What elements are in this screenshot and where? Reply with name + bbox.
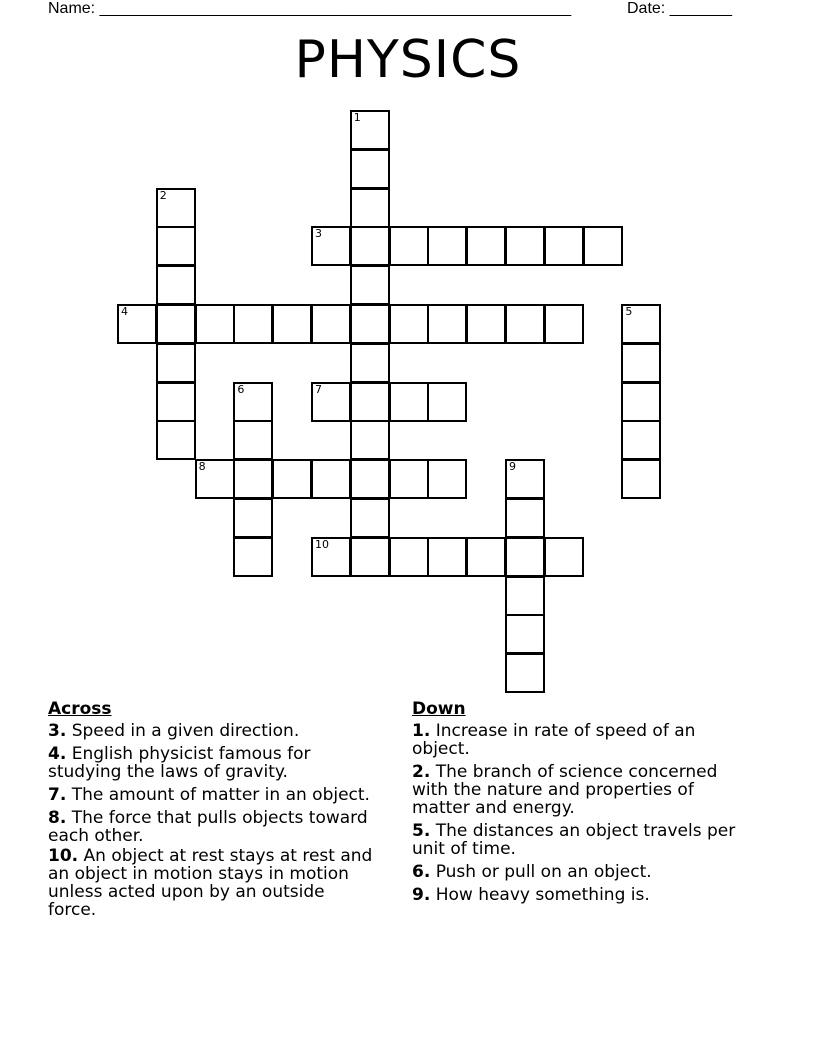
grid-cell[interactable] <box>233 382 273 422</box>
grid-cell[interactable] <box>311 304 351 344</box>
across-clue-list <box>48 722 378 919</box>
grid-cell[interactable] <box>350 149 390 189</box>
clue-down-1 <box>412 722 752 758</box>
grid-cell[interactable] <box>505 576 545 616</box>
grid-cell[interactable] <box>389 459 429 499</box>
clue-down-9 <box>412 886 752 904</box>
grid-cell[interactable] <box>117 304 157 344</box>
clue-number: 2. <box>412 762 431 782</box>
grid-cell[interactable] <box>195 304 235 344</box>
grid-cell[interactable] <box>544 537 584 577</box>
grid-cell[interactable] <box>350 226 390 266</box>
clue-number: 1. <box>412 721 431 741</box>
clue-across-10 <box>48 847 378 919</box>
clue-number: 3. <box>48 721 67 741</box>
grid-cell[interactable] <box>156 188 196 228</box>
grid-cell[interactable] <box>311 459 351 499</box>
clue-text: The amount of matter in an object. <box>66 785 370 805</box>
grid-cell[interactable] <box>156 382 196 422</box>
grid-cell[interactable] <box>233 498 273 538</box>
cell-clue-number: 3 <box>315 227 322 241</box>
clue-text: An object at rest stays at rest and an object in motion stays in motion unless acted upon by an outside force. <box>48 846 373 920</box>
grid-cell[interactable] <box>583 226 623 266</box>
clue-text: The branch of science concerned with the nature and properties of matter and energy. <box>412 762 718 818</box>
grid-cell[interactable] <box>233 537 273 577</box>
across-heading: Across <box>48 699 112 719</box>
clue-text: English physicist famous for studying the laws of gravity. <box>48 744 311 782</box>
grid-cell[interactable] <box>350 304 390 344</box>
grid-cell[interactable] <box>621 420 661 460</box>
clue-text: The force that pulls objects toward each other. <box>48 808 368 846</box>
grid-cell[interactable] <box>427 382 467 422</box>
down-clue-list <box>412 722 752 904</box>
grid-cell[interactable] <box>350 110 390 150</box>
cell-clue-number: 9 <box>509 460 516 474</box>
clue-number: 4. <box>48 744 67 764</box>
cell-clue-number: 5 <box>625 305 633 318</box>
puzzle-title: PHYSICS <box>294 30 522 90</box>
grid-cell[interactable] <box>350 382 390 422</box>
grid-cell[interactable] <box>350 537 390 577</box>
grid-cell[interactable] <box>505 498 545 538</box>
down-clues <box>412 700 752 909</box>
clue-text: Speed in a given direction. <box>66 721 300 741</box>
clue-text: The distances an object travels per unit of time. <box>412 821 736 859</box>
grid-cell[interactable] <box>544 304 584 344</box>
grid-cell[interactable] <box>156 226 196 266</box>
cell-clue-number: 6 <box>237 382 245 396</box>
clue-across-4 <box>48 745 378 781</box>
grid-cell[interactable] <box>156 420 196 460</box>
clue-text: Push or pull on an object. <box>430 862 652 882</box>
clue-number: 10. <box>48 846 79 866</box>
clue-number: 8. <box>48 808 67 828</box>
grid-cell[interactable] <box>350 498 390 538</box>
grid-cell[interactable] <box>466 226 506 266</box>
grid-cell[interactable] <box>427 537 467 577</box>
cell-clue-number: 7 <box>315 382 322 396</box>
grid-cell[interactable] <box>350 343 390 383</box>
grid-cell[interactable] <box>505 226 545 266</box>
grid-cell[interactable] <box>233 420 273 460</box>
grid-cell[interactable] <box>427 459 467 499</box>
grid-cell[interactable] <box>427 304 467 344</box>
grid-cell[interactable] <box>389 382 429 422</box>
grid-cell[interactable] <box>427 226 467 266</box>
grid-cell[interactable] <box>389 304 429 344</box>
cell-clue-number: 2 <box>159 188 167 202</box>
across-clues <box>48 700 378 924</box>
clue-text: How heavy something is. <box>430 885 650 905</box>
grid-cell[interactable] <box>311 226 351 266</box>
grid-cell[interactable] <box>195 459 235 499</box>
grid-cell[interactable] <box>156 265 196 305</box>
clue-across-7 <box>48 786 378 804</box>
grid-cell[interactable] <box>389 537 429 577</box>
grid-cell[interactable] <box>350 188 390 228</box>
clue-text: Increase in rate of speed of an object. <box>412 721 696 759</box>
cell-clue-number: 4 <box>121 305 128 318</box>
grid-cell[interactable] <box>156 304 196 344</box>
cell-clue-number: 8 <box>198 460 206 474</box>
clue-number: 6. <box>412 862 431 882</box>
grid-cell[interactable] <box>466 537 506 577</box>
clue-down-6 <box>412 863 752 881</box>
clue-across-3 <box>48 722 378 740</box>
grid-cell[interactable] <box>389 226 429 266</box>
grid-cell[interactable] <box>505 614 545 654</box>
cell-clue-number: 1 <box>353 111 361 124</box>
name-field[interactable]: Name: _____________________________________________________ <box>48 0 572 17</box>
grid-cell[interactable] <box>350 265 390 305</box>
grid-cell[interactable] <box>621 459 661 499</box>
grid-cell[interactable] <box>544 226 584 266</box>
clue-number: 7. <box>48 785 67 805</box>
grid-cell[interactable] <box>272 304 312 344</box>
grid-cell[interactable] <box>311 537 351 577</box>
clue-down-2 <box>412 763 752 817</box>
grid-cell[interactable] <box>505 653 545 693</box>
grid-cell[interactable] <box>311 382 351 422</box>
grid-cell[interactable] <box>272 459 312 499</box>
grid-cell[interactable] <box>621 382 661 422</box>
grid-cell[interactable] <box>621 343 661 383</box>
clue-down-5 <box>412 822 752 858</box>
grid-cell[interactable] <box>466 304 506 344</box>
grid-cell[interactable] <box>156 343 196 383</box>
clue-number: 5. <box>412 821 431 841</box>
grid-cell[interactable] <box>505 459 545 499</box>
grid-cell[interactable] <box>505 304 545 344</box>
date-field[interactable]: Date: _______ <box>627 0 732 17</box>
grid-cell[interactable] <box>233 459 273 499</box>
clue-across-8 <box>48 809 378 845</box>
down-heading: Down <box>412 699 466 719</box>
cell-clue-number: 10 <box>315 537 329 551</box>
grid-cell[interactable] <box>233 304 273 344</box>
clue-number: 9. <box>412 885 431 905</box>
grid-cell[interactable] <box>350 420 390 460</box>
grid-cell[interactable] <box>621 304 661 344</box>
grid-cell[interactable] <box>505 537 545 577</box>
grid-cell[interactable] <box>350 459 390 499</box>
